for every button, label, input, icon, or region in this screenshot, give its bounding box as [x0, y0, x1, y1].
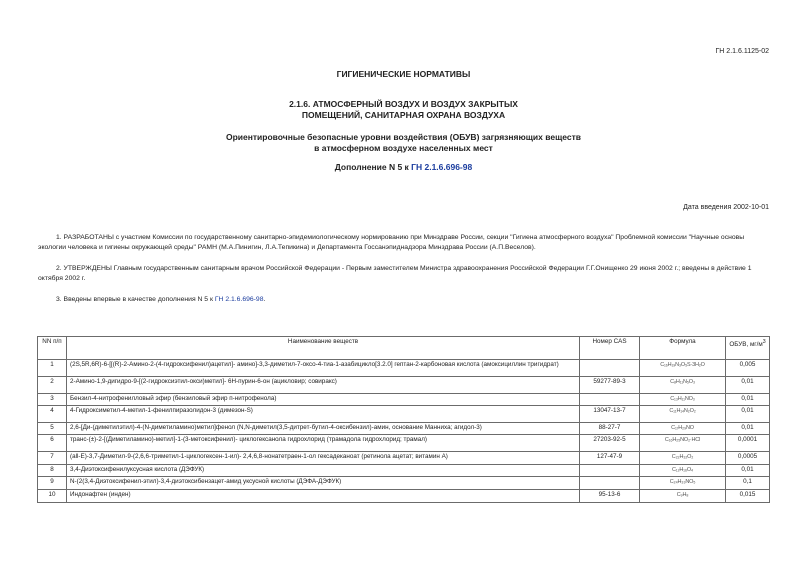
- addendum-link[interactable]: ГН 2.1.6.696-98: [411, 162, 473, 172]
- addendum-prefix: Дополнение N 5 к: [334, 162, 412, 172]
- row-number: 8: [38, 465, 67, 477]
- row-number: 6: [38, 435, 67, 452]
- table-row: [38, 394, 770, 406]
- row-number: 1: [38, 360, 67, 377]
- table-row: [38, 477, 770, 490]
- paragraph-introduced-text: 3. Введены впервые в качестве дополнения N 5 к: [56, 296, 215, 303]
- obuv-value: 0,01: [726, 377, 770, 394]
- row-number: 5: [38, 423, 67, 435]
- obuv-value: 0,01: [726, 394, 770, 406]
- chemical-formula: C₁₆H₂₅NO₂·HCl: [640, 435, 726, 452]
- header-obuv-label: ОБУВ, мг/м: [729, 341, 763, 349]
- obuv-value: 0,01: [726, 423, 770, 435]
- section-title-line-1: 2.1.6. АТМОСФЕРНЫЙ ВОЗДУХ И ВОЗДУХ ЗАКРЫТЫХ: [289, 99, 518, 109]
- substance-name: 3,4-Диэтоксифенилуксусная кислота (ДЭФУК): [67, 465, 580, 477]
- row-number: 3: [38, 394, 67, 406]
- addendum-title: [0, 162, 807, 173]
- table-row: [38, 452, 770, 465]
- chemical-formula: C₁₂H₁₆O₄: [640, 465, 726, 477]
- row-number: 2: [38, 377, 67, 394]
- table-header-row: [38, 337, 770, 360]
- substance-name: 4-Гидроксиметил-4-метил-1-фенилпиразолидон-3 (димезон-S): [67, 406, 580, 423]
- chemical-formula: C₁₁H₁₄N₂O₂: [640, 406, 726, 423]
- header-name: Наименование веществ: [67, 337, 580, 360]
- cas-number: 59277-89-3: [580, 377, 640, 394]
- chemical-formula: C₂₄H₃₃NO₅: [640, 477, 726, 490]
- table-row: [38, 435, 770, 452]
- header-formula: Формула: [640, 337, 726, 360]
- obuv-value: 0,005: [726, 360, 770, 377]
- table-row: [38, 465, 770, 477]
- section-title: [0, 99, 807, 121]
- obuv-value: 0,1: [726, 477, 770, 490]
- obuv-value: 0,01: [726, 406, 770, 423]
- substance-name: Индонафтен (инден): [67, 490, 580, 503]
- table-row: [38, 490, 770, 503]
- subtitle-line-1: Ориентировочные безопасные уровни воздействия (ОБУВ) загрязняющих веществ: [226, 132, 581, 142]
- table-row: [38, 377, 770, 394]
- cas-number: 127-47-9: [580, 452, 640, 465]
- cas-number: 13047-13-7: [580, 406, 640, 423]
- substance-name: 2-Амино-1,9-дигидро-9-[(2-гидроксиэтил-окси)метил]- 6Н-пурин-6-он (ацикловир; совиракс): [67, 377, 580, 394]
- substance-name: 2,6-[Ди-(диметилэтил)-4-(N-диметиламино)метил]фенол (N,N-диметил(3,5-дитрет-бутил-4-оксибензил)-амин, основание Манниха; агидол-3): [67, 423, 580, 435]
- obuv-value: 0,0001: [726, 435, 770, 452]
- cas-number: [580, 360, 640, 377]
- chemical-formula: C₂₂H₃₂O₂: [640, 452, 726, 465]
- row-number: 10: [38, 490, 67, 503]
- obuv-value: 0,01: [726, 465, 770, 477]
- row-number: 4: [38, 406, 67, 423]
- substance-name: N-(2(3,4-Диэтоксифенил-этил)-3,4-диэтоксибензацет-амид уксусной кислоты (ДЭФА-ДЭФУК): [67, 477, 580, 490]
- substance-name: транс-(±)-2-[(Диметиламино)-метил]-1-(3-метоксифенил)- циклогексанола гидрохлорид (трамадола гидрохлорид; трамал): [67, 435, 580, 452]
- obuv-value: 0,015: [726, 490, 770, 503]
- section-title-line-2: ПОМЕЩЕНИЙ, САНИТАРНАЯ ОХРАНА ВОЗДУХА: [301, 110, 506, 120]
- cas-number: [580, 465, 640, 477]
- substance-name: (all-E)-3,7-Диметил-9-(2,6,6-триметил-1-циклогексен-1-ил)- 2,4,6,8-нонатетраен-1-ол гексадеканоат (ретинола ацетат; витамин А): [67, 452, 580, 465]
- chemical-formula: C₁₃H₁₁NO₃: [640, 394, 726, 406]
- table-body: [38, 360, 770, 503]
- header-obuv: ОБУВ, $мг/м^3$: [726, 337, 770, 360]
- cas-number: 27203-92-5: [580, 435, 640, 452]
- substances-table: [37, 336, 770, 503]
- cas-number: [580, 477, 640, 490]
- header-cas: Номер CAS: [580, 337, 640, 360]
- cas-number: 88-27-7: [580, 423, 640, 435]
- substance-name: Бензил-4-нитрофенилловый эфир (бензиловый эфир п-нитрофенола): [67, 394, 580, 406]
- substance-name: (2S,5R,6R)-6-[[(R)-2-Амино-2-(4-гидроксифенил)ацетил]- амино]-3,3-диметил-7-оксо-4-тиа-1-азабицикло[3.2.0] гептан-2-карбоновая кислота (амоксициллин тригидрат): [67, 360, 580, 377]
- subtitle: [0, 132, 807, 154]
- effective-date: Дата введения 2002-10-01: [683, 204, 769, 211]
- table-row: [38, 406, 770, 423]
- paragraph-approved: 2. УТВЕРЖДЕНЫ Главным государственным санитарным врачом Российской Федерации - Первым заместителем Министра здравоохранения Российской Федерации Г.Г.Онищенко 29 июня 2002 г.; введены в действие 1 октября 2002 г.: [38, 265, 752, 282]
- header-num: NN п/п: [38, 337, 67, 360]
- table-row: [38, 423, 770, 435]
- paragraph-developed: 1. РАЗРАБОТАНЫ с участием Комиссии по государственному санитарно-эпидемиологическому нормированию при Минздраве России, секции "Гигиена атмосферного воздуха" Проблемной комиссии "Научные основы экологии человека и гигиены окружающей среды" РАМН (М.А.Пинигин, Л.А.Тепикина) и Департамента Госсанэпиднадзора Минздрава России (А.П.Веселов).: [38, 234, 745, 251]
- chemical-formula: C₁₇H₂₉NO: [640, 423, 726, 435]
- paragraph-introduced-link[interactable]: ГН 2.1.6.696-98: [214, 296, 264, 303]
- cas-number: [580, 394, 640, 406]
- obuv-value: 0,0005: [726, 452, 770, 465]
- cas-number: 95-13-6: [580, 490, 640, 503]
- chemical-formula: C₉H₈: [640, 490, 726, 503]
- table-row: [38, 360, 770, 377]
- subtitle-line-2: в атмосферном воздухе населенных мест: [314, 143, 493, 153]
- paragraph-introduced: [38, 295, 768, 305]
- paragraph-introduced-end: .: [263, 296, 266, 303]
- document-code: ГН 2.1.6.1125-02: [715, 48, 769, 55]
- page-title: ГИГИЕНИЧЕСКИЕ НОРМАТИВЫ: [336, 69, 471, 79]
- row-number: 9: [38, 477, 67, 490]
- row-number: 7: [38, 452, 67, 465]
- chemical-formula: C₈H₁₁N₅O₃: [640, 377, 726, 394]
- chemical-formula: C₁₆H₁₉N₃O₅S·3H₂O: [640, 360, 726, 377]
